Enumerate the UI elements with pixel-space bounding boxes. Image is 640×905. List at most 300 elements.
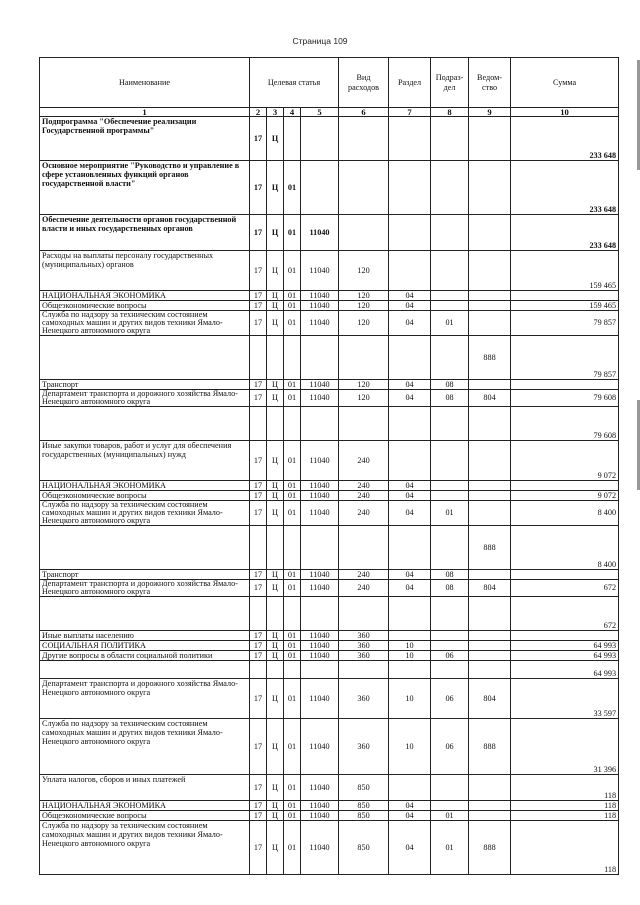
target-code-program: 17 bbox=[250, 631, 267, 641]
row-name: Департамент транспорта и дорожного хозяйства Ямало-Ненецкого автономного округа bbox=[40, 580, 250, 597]
row-name: Общеэкономические вопросы bbox=[40, 811, 250, 821]
target-code-subprogram: Ц bbox=[267, 301, 284, 311]
target-code-direction bbox=[301, 661, 339, 679]
department-code: 888 bbox=[469, 719, 511, 775]
section-code: 04 bbox=[389, 580, 431, 597]
expense-type: 850 bbox=[339, 801, 389, 811]
subsection-code bbox=[431, 491, 469, 501]
target-code-direction: 11040 bbox=[301, 501, 339, 526]
amount: 672 bbox=[511, 580, 619, 597]
target-code-program: 17 bbox=[250, 651, 267, 661]
target-code-direction: 11040 bbox=[301, 291, 339, 301]
header-vid: Вид расходов bbox=[339, 58, 389, 108]
row-name: Общеэкономические вопросы bbox=[40, 301, 250, 311]
department-code bbox=[469, 811, 511, 821]
expense-type: 120 bbox=[339, 301, 389, 311]
table-row bbox=[40, 291, 619, 301]
subsection-code: 01 bbox=[431, 501, 469, 526]
amount bbox=[511, 291, 619, 301]
section-code bbox=[389, 631, 431, 641]
table-row bbox=[40, 161, 619, 215]
subsection-code: 06 bbox=[431, 651, 469, 661]
expense-type: 850 bbox=[339, 775, 389, 801]
row-name: Транспорт bbox=[40, 570, 250, 580]
target-code-event: 01 bbox=[284, 801, 301, 811]
amount: 79 608 bbox=[511, 390, 619, 407]
expense-type: 850 bbox=[339, 811, 389, 821]
target-code-subprogram: Ц bbox=[267, 390, 284, 407]
target-code-program: 17 bbox=[250, 390, 267, 407]
department-code bbox=[469, 501, 511, 526]
expense-type: 850 bbox=[339, 821, 389, 875]
subsection-code: 06 bbox=[431, 679, 469, 719]
subsection-code bbox=[431, 641, 469, 651]
row-name: Служба по надзору за техническим состоянием самоходных машин и других видов техники Ямало-Ненецкого автономного округа bbox=[40, 719, 250, 775]
target-code-program: 17 bbox=[250, 491, 267, 501]
amount: 64 993 bbox=[511, 651, 619, 661]
column-numbers-row bbox=[40, 108, 619, 117]
target-code-program: 17 bbox=[250, 441, 267, 481]
target-code-program: 17 bbox=[250, 311, 267, 336]
target-code-direction: 11040 bbox=[301, 570, 339, 580]
subsection-code: 08 bbox=[431, 380, 469, 390]
page-header: Страница 109 bbox=[292, 36, 348, 46]
expense-type: 240 bbox=[339, 491, 389, 501]
amount: 118 bbox=[511, 811, 619, 821]
target-code-subprogram: Ц bbox=[267, 570, 284, 580]
target-code-subprogram: Ц bbox=[267, 161, 284, 215]
target-code-direction: 11040 bbox=[301, 719, 339, 775]
target-code-program: 17 bbox=[250, 215, 267, 251]
target-code-subprogram: Ц bbox=[267, 491, 284, 501]
target-code-event: 01 bbox=[284, 631, 301, 641]
row-name bbox=[40, 597, 250, 631]
row-name: Служба по надзору за техническим состоянием самоходных машин и других видов техники Ямало-Ненецкого автономного округа bbox=[40, 501, 250, 526]
target-code-subprogram: Ц bbox=[267, 651, 284, 661]
row-name: Уплата налогов, сборов и иных платежей bbox=[40, 775, 250, 801]
amount: 233 648 bbox=[511, 215, 619, 251]
amount: 159 465 bbox=[511, 251, 619, 291]
subsection-code bbox=[431, 291, 469, 301]
expense-type: 360 bbox=[339, 679, 389, 719]
target-code-subprogram: Ц bbox=[267, 631, 284, 641]
section-code: 04 bbox=[389, 801, 431, 811]
target-code-event bbox=[284, 597, 301, 631]
header-summa: Сумма bbox=[511, 58, 619, 108]
amount: 79 608 bbox=[511, 407, 619, 441]
subsection-code bbox=[431, 631, 469, 641]
amount: 118 bbox=[511, 801, 619, 811]
section-code: 04 bbox=[389, 501, 431, 526]
department-code bbox=[469, 380, 511, 390]
target-code-event bbox=[284, 661, 301, 679]
target-code-event: 01 bbox=[284, 380, 301, 390]
amount: 8 400 bbox=[511, 501, 619, 526]
amount: 9 072 bbox=[511, 441, 619, 481]
row-name: Другие вопросы в области социальной политики bbox=[40, 651, 250, 661]
target-code-event: 01 bbox=[284, 481, 301, 491]
target-code-event bbox=[284, 407, 301, 441]
table-row bbox=[40, 301, 619, 311]
target-code-event: 01 bbox=[284, 501, 301, 526]
expense-type: 120 bbox=[339, 251, 389, 291]
table-row bbox=[40, 631, 619, 641]
department-code bbox=[469, 491, 511, 501]
target-code-event: 01 bbox=[284, 215, 301, 251]
target-code-event: 01 bbox=[284, 821, 301, 875]
subsection-code bbox=[431, 336, 469, 380]
row-name bbox=[40, 407, 250, 441]
expense-type bbox=[339, 117, 389, 161]
col-number: 8 bbox=[431, 108, 469, 117]
target-code-direction: 11040 bbox=[301, 641, 339, 651]
row-name: Обеспечение деятельности органов государственной власти и иных государственных органов bbox=[40, 215, 250, 251]
target-code-subprogram: Ц bbox=[267, 641, 284, 651]
section-code bbox=[389, 117, 431, 161]
target-code-subprogram: Ц bbox=[267, 117, 284, 161]
target-code-program: 17 bbox=[250, 801, 267, 811]
target-code-subprogram bbox=[267, 526, 284, 570]
target-code-event bbox=[284, 526, 301, 570]
department-code bbox=[469, 651, 511, 661]
row-name bbox=[40, 336, 250, 380]
department-code bbox=[469, 641, 511, 651]
expense-type: 240 bbox=[339, 441, 389, 481]
amount bbox=[511, 570, 619, 580]
col-number: 5 bbox=[301, 108, 339, 117]
expense-type: 120 bbox=[339, 390, 389, 407]
subsection-code bbox=[431, 481, 469, 491]
table-row bbox=[40, 390, 619, 407]
target-code-subprogram: Ц bbox=[267, 679, 284, 719]
target-code-event: 01 bbox=[284, 679, 301, 719]
target-code-program: 17 bbox=[250, 811, 267, 821]
table-body bbox=[40, 117, 619, 875]
target-code-direction: 11040 bbox=[301, 311, 339, 336]
subsection-code bbox=[431, 215, 469, 251]
target-code-event: 01 bbox=[284, 441, 301, 481]
section-code bbox=[389, 161, 431, 215]
table-row bbox=[40, 580, 619, 597]
subsection-code bbox=[431, 661, 469, 679]
department-code: 804 bbox=[469, 679, 511, 719]
target-code-subprogram: Ц bbox=[267, 811, 284, 821]
subsection-code: 01 bbox=[431, 821, 469, 875]
target-code-direction: 11040 bbox=[301, 775, 339, 801]
target-code-direction: 11040 bbox=[301, 811, 339, 821]
section-code: 10 bbox=[389, 641, 431, 651]
table-row bbox=[40, 661, 619, 679]
header-podrazdel: Подраз-дел bbox=[431, 58, 469, 108]
expense-type: 360 bbox=[339, 631, 389, 641]
section-code: 04 bbox=[389, 301, 431, 311]
row-name: Подпрограмма "Обеспечение реализации Государственной программы" bbox=[40, 117, 250, 161]
target-code-subprogram bbox=[267, 336, 284, 380]
department-code bbox=[469, 441, 511, 481]
header-name: Наименование bbox=[40, 58, 250, 108]
subsection-code: 08 bbox=[431, 580, 469, 597]
target-code-direction: 11040 bbox=[301, 631, 339, 641]
target-code-event: 01 bbox=[284, 491, 301, 501]
section-code bbox=[389, 215, 431, 251]
section-code bbox=[389, 661, 431, 679]
target-code-subprogram: Ц bbox=[267, 481, 284, 491]
target-code-direction: 11040 bbox=[301, 679, 339, 719]
amount bbox=[511, 380, 619, 390]
target-code-program: 17 bbox=[250, 161, 267, 215]
expense-type: 360 bbox=[339, 719, 389, 775]
target-code-event: 01 bbox=[284, 251, 301, 291]
row-name: Служба по надзору за техническим состоянием самоходных машин и других видов техники Ямало-Ненецкого автономного округа bbox=[40, 821, 250, 875]
target-code-program: 17 bbox=[250, 719, 267, 775]
table-row bbox=[40, 719, 619, 775]
target-code-event: 01 bbox=[284, 161, 301, 215]
col-number: 4 bbox=[284, 108, 301, 117]
target-code-event: 01 bbox=[284, 719, 301, 775]
subsection-code: 06 bbox=[431, 719, 469, 775]
amount: 79 857 bbox=[511, 311, 619, 336]
expense-type: 120 bbox=[339, 291, 389, 301]
target-code-program bbox=[250, 597, 267, 631]
department-code bbox=[469, 161, 511, 215]
header-vedomstvo: Ведом-ство bbox=[469, 58, 511, 108]
amount: 118 bbox=[511, 775, 619, 801]
expense-type bbox=[339, 215, 389, 251]
subsection-code bbox=[431, 251, 469, 291]
target-code-event bbox=[284, 336, 301, 380]
section-code: 10 bbox=[389, 719, 431, 775]
target-code-subprogram: Ц bbox=[267, 251, 284, 291]
amount: 31 396 bbox=[511, 719, 619, 775]
table-row bbox=[40, 117, 619, 161]
department-code bbox=[469, 117, 511, 161]
amount: 672 bbox=[511, 597, 619, 631]
table-row bbox=[40, 811, 619, 821]
table-row bbox=[40, 311, 619, 336]
department-code bbox=[469, 775, 511, 801]
amount: 9 072 bbox=[511, 491, 619, 501]
section-code: 04 bbox=[389, 491, 431, 501]
table-row bbox=[40, 481, 619, 491]
amount: 79 857 bbox=[511, 336, 619, 380]
row-name bbox=[40, 526, 250, 570]
expense-type: 360 bbox=[339, 651, 389, 661]
target-code-subprogram: Ц bbox=[267, 775, 284, 801]
expense-type bbox=[339, 336, 389, 380]
budget-table bbox=[39, 57, 619, 875]
col-number: 2 bbox=[250, 108, 267, 117]
target-code-direction bbox=[301, 597, 339, 631]
target-code-program: 17 bbox=[250, 481, 267, 491]
amount bbox=[511, 481, 619, 491]
row-name: НАЦИОНАЛЬНАЯ ЭКОНОМИКА bbox=[40, 801, 250, 811]
row-name: Департамент транспорта и дорожного хозяйства Ямало-Ненецкого автономного округа bbox=[40, 390, 250, 407]
row-name: Иные закупки товаров, работ и услуг для обеспечения государственных (муниципальных) нужд bbox=[40, 441, 250, 481]
target-code-event: 01 bbox=[284, 811, 301, 821]
target-code-event: 01 bbox=[284, 301, 301, 311]
department-code: 888 bbox=[469, 336, 511, 380]
table-row bbox=[40, 526, 619, 570]
col-number: 7 bbox=[389, 108, 431, 117]
amount: 159 465 bbox=[511, 301, 619, 311]
target-code-program: 17 bbox=[250, 775, 267, 801]
target-code-direction bbox=[301, 117, 339, 161]
target-code-direction bbox=[301, 526, 339, 570]
table-row bbox=[40, 251, 619, 291]
target-code-program bbox=[250, 526, 267, 570]
col-number: 6 bbox=[339, 108, 389, 117]
subsection-code bbox=[431, 597, 469, 631]
table-row bbox=[40, 679, 619, 719]
target-code-program: 17 bbox=[250, 251, 267, 291]
col-number: 1 bbox=[40, 108, 250, 117]
department-code bbox=[469, 481, 511, 491]
header-target: Целевая статья bbox=[250, 58, 339, 108]
department-code bbox=[469, 301, 511, 311]
target-code-direction: 11040 bbox=[301, 801, 339, 811]
subsection-code: 01 bbox=[431, 311, 469, 336]
amount: 233 648 bbox=[511, 117, 619, 161]
section-code: 04 bbox=[389, 390, 431, 407]
amount: 64 993 bbox=[511, 661, 619, 679]
section-code: 04 bbox=[389, 291, 431, 301]
subsection-code bbox=[431, 526, 469, 570]
department-code bbox=[469, 291, 511, 301]
table-row bbox=[40, 501, 619, 526]
department-code bbox=[469, 215, 511, 251]
row-name: Основное мероприятие "Руководство и управление в сфере установленных функций органов государственной власти" bbox=[40, 161, 250, 215]
table-row bbox=[40, 821, 619, 875]
table-row bbox=[40, 491, 619, 501]
target-code-program: 17 bbox=[250, 570, 267, 580]
target-code-direction: 11040 bbox=[301, 821, 339, 875]
target-code-subprogram bbox=[267, 407, 284, 441]
row-name: Департамент транспорта и дорожного хозяйства Ямало-Ненецкого автономного округа bbox=[40, 679, 250, 719]
target-code-subprogram: Ц bbox=[267, 801, 284, 811]
target-code-subprogram: Ц bbox=[267, 215, 284, 251]
row-name: Иные выплаты населению bbox=[40, 631, 250, 641]
department-code bbox=[469, 251, 511, 291]
row-name bbox=[40, 661, 250, 679]
department-code bbox=[469, 570, 511, 580]
col-number: 3 bbox=[267, 108, 284, 117]
subsection-code: 01 bbox=[431, 811, 469, 821]
target-code-direction: 11040 bbox=[301, 380, 339, 390]
target-code-subprogram: Ц bbox=[267, 501, 284, 526]
subsection-code: 08 bbox=[431, 570, 469, 580]
target-code-program bbox=[250, 336, 267, 380]
expense-type bbox=[339, 161, 389, 215]
table-row bbox=[40, 641, 619, 651]
target-code-direction: 11040 bbox=[301, 651, 339, 661]
subsection-code bbox=[431, 407, 469, 441]
row-name: Транспорт bbox=[40, 380, 250, 390]
expense-type: 240 bbox=[339, 481, 389, 491]
table-row bbox=[40, 336, 619, 380]
table-row bbox=[40, 407, 619, 441]
department-code bbox=[469, 801, 511, 811]
expense-type: 240 bbox=[339, 501, 389, 526]
amount: 233 648 bbox=[511, 161, 619, 215]
target-code-subprogram: Ц bbox=[267, 441, 284, 481]
subsection-code bbox=[431, 775, 469, 801]
subsection-code bbox=[431, 161, 469, 215]
target-code-direction: 11040 bbox=[301, 301, 339, 311]
section-code: 04 bbox=[389, 380, 431, 390]
table-row bbox=[40, 570, 619, 580]
table-row bbox=[40, 775, 619, 801]
target-code-subprogram: Ц bbox=[267, 311, 284, 336]
expense-type bbox=[339, 407, 389, 441]
expense-type bbox=[339, 597, 389, 631]
row-name: Общеэкономические вопросы bbox=[40, 491, 250, 501]
table-row bbox=[40, 651, 619, 661]
target-code-program: 17 bbox=[250, 301, 267, 311]
target-code-subprogram: Ц bbox=[267, 380, 284, 390]
table-row bbox=[40, 215, 619, 251]
department-code: 888 bbox=[469, 526, 511, 570]
section-code: 04 bbox=[389, 570, 431, 580]
section-code: 10 bbox=[389, 651, 431, 661]
subsection-code: 08 bbox=[431, 390, 469, 407]
row-name: НАЦИОНАЛЬНАЯ ЭКОНОМИКА bbox=[40, 481, 250, 491]
col-number: 10 bbox=[511, 108, 619, 117]
department-code bbox=[469, 597, 511, 631]
section-code bbox=[389, 775, 431, 801]
target-code-event: 01 bbox=[284, 580, 301, 597]
target-code-direction: 11040 bbox=[301, 215, 339, 251]
table-row bbox=[40, 801, 619, 811]
target-code-program: 17 bbox=[250, 380, 267, 390]
section-code: 04 bbox=[389, 811, 431, 821]
expense-type: 240 bbox=[339, 570, 389, 580]
table-row bbox=[40, 380, 619, 390]
target-code-program: 17 bbox=[250, 501, 267, 526]
section-code bbox=[389, 336, 431, 380]
target-code-program: 17 bbox=[250, 641, 267, 651]
target-code-direction: 11040 bbox=[301, 481, 339, 491]
target-code-direction: 11040 bbox=[301, 390, 339, 407]
target-code-event: 01 bbox=[284, 651, 301, 661]
target-code-direction bbox=[301, 407, 339, 441]
section-code bbox=[389, 407, 431, 441]
department-code bbox=[469, 661, 511, 679]
target-code-event: 01 bbox=[284, 641, 301, 651]
target-code-subprogram: Ц bbox=[267, 291, 284, 301]
subsection-code bbox=[431, 117, 469, 161]
target-code-program: 17 bbox=[250, 679, 267, 719]
row-name: СОЦИАЛЬНАЯ ПОЛИТИКА bbox=[40, 641, 250, 651]
target-code-program bbox=[250, 407, 267, 441]
target-code-subprogram bbox=[267, 661, 284, 679]
department-code bbox=[469, 311, 511, 336]
department-code bbox=[469, 631, 511, 641]
expense-type bbox=[339, 526, 389, 570]
amount: 64 993 bbox=[511, 641, 619, 651]
target-code-subprogram: Ц bbox=[267, 580, 284, 597]
department-code bbox=[469, 407, 511, 441]
amount bbox=[511, 631, 619, 641]
section-code bbox=[389, 251, 431, 291]
department-code: 804 bbox=[469, 580, 511, 597]
subsection-code bbox=[431, 301, 469, 311]
target-code-event: 01 bbox=[284, 311, 301, 336]
table-row bbox=[40, 597, 619, 631]
target-code-program bbox=[250, 661, 267, 679]
target-code-direction: 11040 bbox=[301, 580, 339, 597]
department-code: 804 bbox=[469, 390, 511, 407]
table-row bbox=[40, 441, 619, 481]
